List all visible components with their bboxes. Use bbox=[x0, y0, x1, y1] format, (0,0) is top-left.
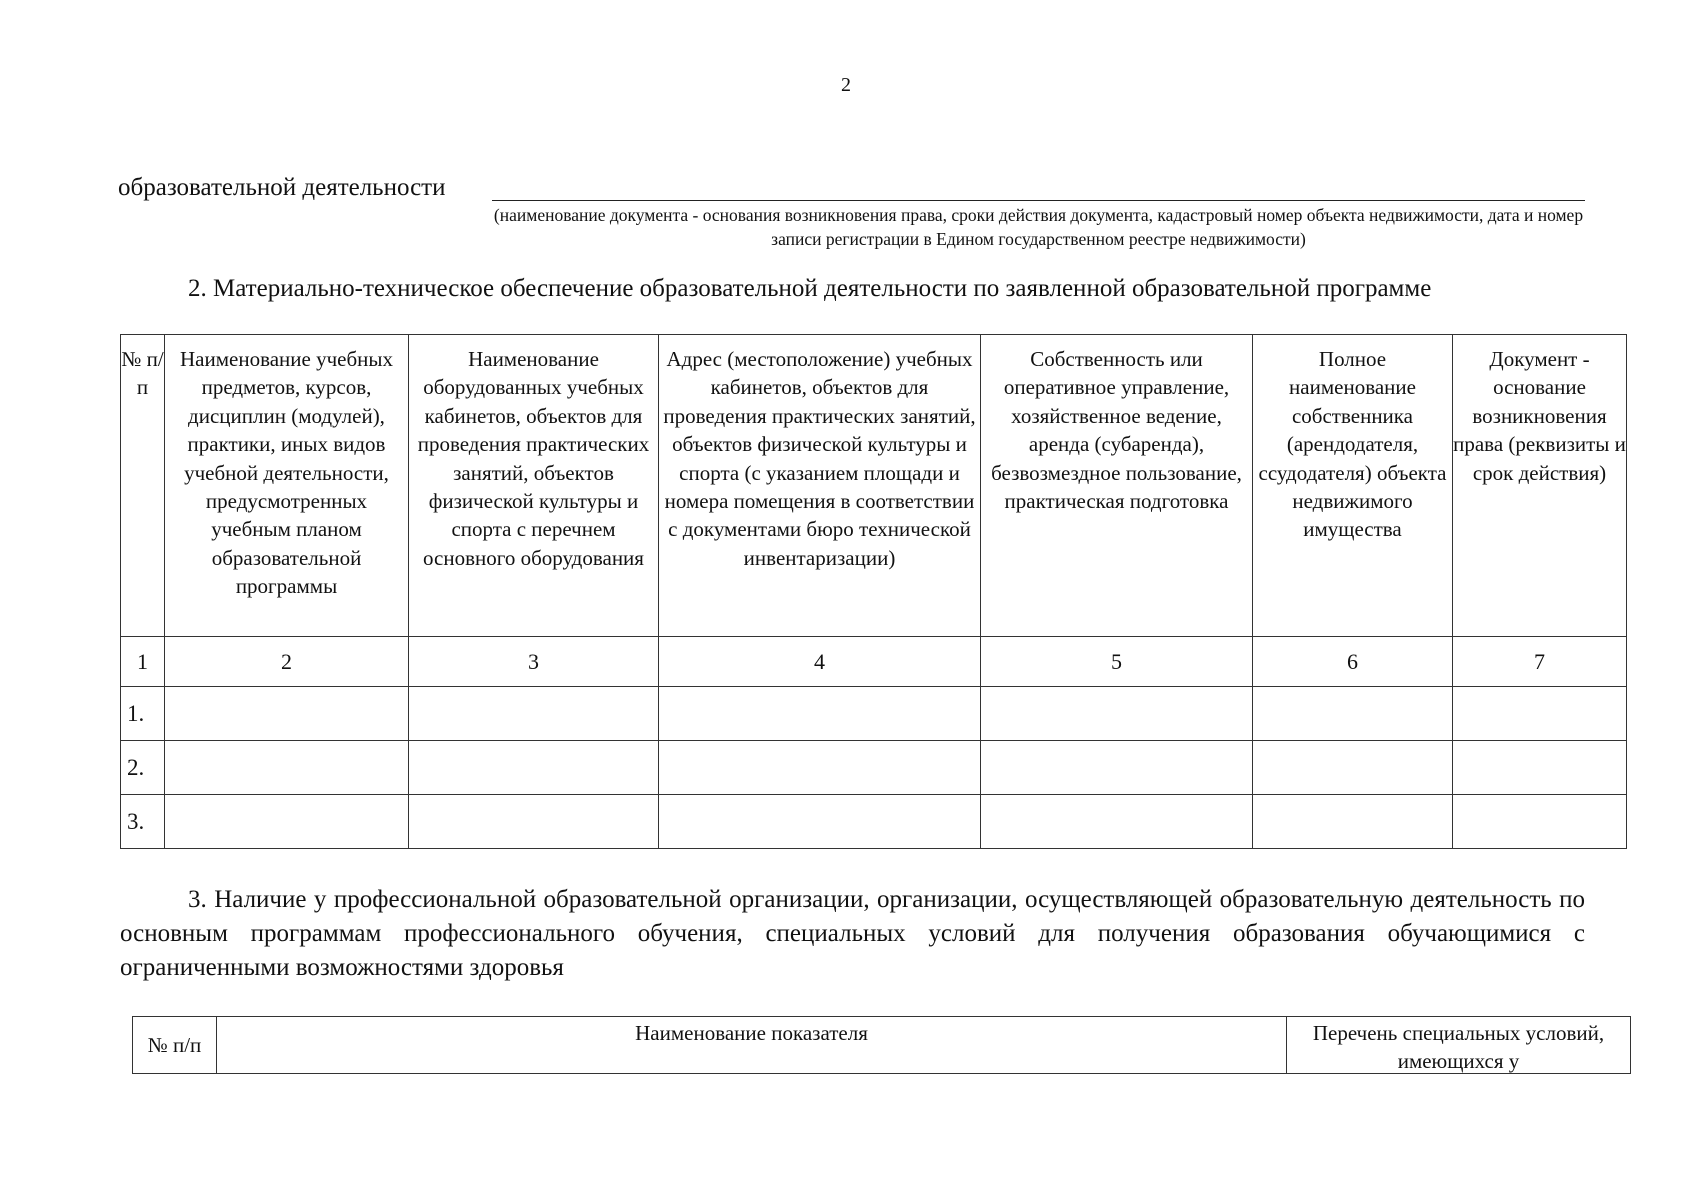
table-header-row bbox=[133, 1017, 1631, 1074]
page-number: 2 bbox=[841, 74, 851, 96]
table-row bbox=[121, 795, 1627, 849]
empty-cell[interactable] bbox=[165, 741, 409, 795]
document-basis-label: образовательной деятельности bbox=[118, 174, 446, 201]
header-cell: Наименование учебных предметов, курсов, дисциплин (модулей), практики, иных видов учебной деятельности, предусмотренных учебным планом образовательной программы bbox=[165, 335, 409, 637]
header-cell: Наименование оборудованных учебных кабинетов, объектов для проведения практических занятий, объектов физической культуры и спорта с перечнем основного оборудования bbox=[409, 335, 659, 637]
empty-cell[interactable] bbox=[659, 741, 981, 795]
column-number: 1 bbox=[121, 637, 165, 687]
fill-in-hint: (наименование документа - основания возникновения права, сроки действия документа, кадастровый номер объекта недвижимости, дата и номер записи регистрации в Едином государственном реестре недвижимости) bbox=[493, 205, 1584, 249]
table-row bbox=[121, 741, 1627, 795]
header-cell-text: Перечень специальных условий, имеющихся у bbox=[1312, 1021, 1605, 1073]
row-number: 1. bbox=[121, 687, 165, 741]
fill-in-line bbox=[492, 200, 1585, 201]
row-number: 3. bbox=[121, 795, 165, 849]
empty-cell[interactable] bbox=[409, 795, 659, 849]
table-row bbox=[121, 687, 1627, 741]
empty-cell[interactable] bbox=[1253, 741, 1453, 795]
empty-cell[interactable] bbox=[409, 687, 659, 741]
section-3-paragraph: 3. Наличие у профессиональной образовательной организации, организации, осуществляющей образовательную деятельность по основным программам профессионального обучения, специальных условий для получения образования обучающимися с ограниченными возможностями здоровья bbox=[120, 886, 1585, 981]
header-cell: Наименование показателя bbox=[217, 1017, 1287, 1074]
column-number-row bbox=[121, 637, 1627, 687]
empty-cell[interactable] bbox=[1453, 795, 1627, 849]
empty-cell[interactable] bbox=[659, 795, 981, 849]
header-cell: № п/п bbox=[121, 335, 165, 637]
table-header-row bbox=[121, 335, 1627, 637]
section-2-heading: 2. Материально-техническое обеспечение образовательной деятельности по заявленной образовательной программе bbox=[188, 275, 1432, 302]
header-cell: Документ - основание возникновения права (реквизиты и срок действия) bbox=[1453, 335, 1627, 637]
empty-cell[interactable] bbox=[1253, 795, 1453, 849]
empty-cell[interactable] bbox=[981, 687, 1253, 741]
empty-cell[interactable] bbox=[165, 795, 409, 849]
column-number: 2 bbox=[165, 637, 409, 687]
header-cell: Собственность или оперативное управление, хозяйственное ведение, аренда (субаренда), безвозмездное пользование, практическая подготовка bbox=[981, 335, 1253, 637]
header-cell: Адрес (местоположение) учебных кабинетов, объектов для проведения практических занятий, объектов физической культуры и спорта (с указанием площади и номера помещения в соответствии с документами бюро технической инвентаризации) bbox=[659, 335, 981, 637]
column-number: 7 bbox=[1453, 637, 1627, 687]
empty-cell[interactable] bbox=[165, 687, 409, 741]
special-conditions-table bbox=[132, 1016, 1631, 1074]
column-number: 5 bbox=[981, 637, 1253, 687]
header-cell: № п/п bbox=[133, 1017, 217, 1074]
empty-cell[interactable] bbox=[1453, 687, 1627, 741]
column-number: 3 bbox=[409, 637, 659, 687]
empty-cell[interactable] bbox=[409, 741, 659, 795]
material-technical-table bbox=[120, 334, 1627, 849]
empty-cell[interactable] bbox=[981, 741, 1253, 795]
header-cell bbox=[1287, 1017, 1631, 1074]
empty-cell[interactable] bbox=[659, 687, 981, 741]
empty-cell[interactable] bbox=[1453, 741, 1627, 795]
row-number: 2. bbox=[121, 741, 165, 795]
empty-cell[interactable] bbox=[1253, 687, 1453, 741]
column-number: 4 bbox=[659, 637, 981, 687]
empty-cell[interactable] bbox=[981, 795, 1253, 849]
column-number: 6 bbox=[1253, 637, 1453, 687]
header-cell: Полное наименование собственника (арендодателя, ссудодателя) объекта недвижимого имущества bbox=[1253, 335, 1453, 637]
